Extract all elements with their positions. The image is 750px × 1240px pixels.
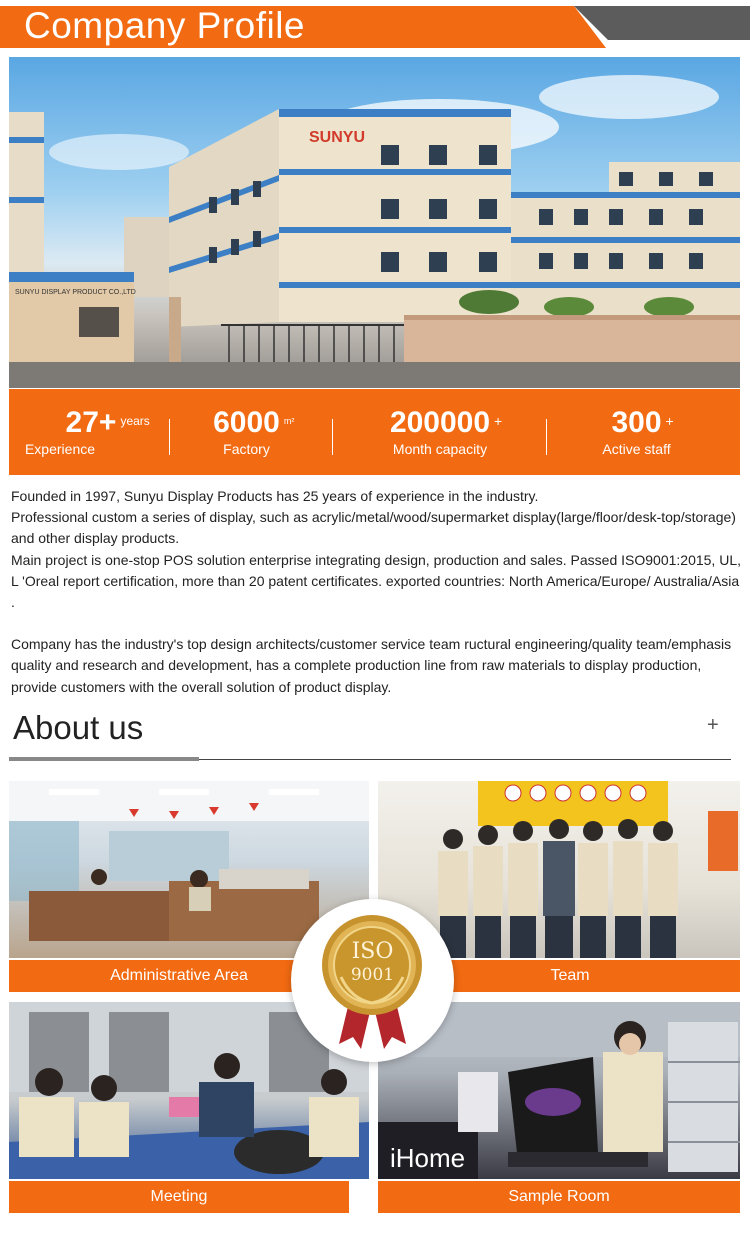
seal-line-2: 9001 (350, 965, 395, 985)
about-underline (9, 757, 199, 761)
stat-value: 27+ years (65, 406, 150, 439)
stat-suffix: + (494, 413, 503, 429)
page-title: Company Profile (24, 5, 306, 46)
caption-team: Team (400, 960, 740, 992)
caption-sample-room: Sample Room (378, 1181, 740, 1213)
header-banner (0, 0, 750, 50)
about-us-title: About us (13, 709, 144, 746)
stat-experience (21, 389, 161, 475)
gate-sign: SUNYU DISPLAY PRODUCT CO.,LTD (15, 289, 136, 296)
plus-icon[interactable]: + (707, 714, 719, 736)
stat-label: Active staff (602, 441, 671, 457)
stat-value: 200000 + (389, 406, 503, 439)
stat-suffix: years (120, 414, 150, 428)
divider (169, 419, 170, 455)
header-gray-strip (574, 6, 750, 40)
factory-photo (9, 57, 740, 388)
caption-meeting: Meeting (9, 1181, 349, 1213)
paragraph: Professional custom a series of display, such as acrylic/metal/wood/supermarket display(large/floor/desk-top/storage) and other display products. (11, 509, 736, 547)
paragraph: Main project is one-stop POS solution enterprise integrating design, production and sales. Passed ISO9001:2015, UL, L 'Oreal report certification, more than 20 patent certificates. exported countries: North America/Europe/ Australia/Asia . (11, 551, 741, 611)
stat-value: 6000 m² (213, 406, 295, 439)
stat-month-capacity (349, 389, 531, 475)
stat-value: 300 + (611, 406, 674, 439)
stat-factory (179, 389, 314, 475)
stat-suffix: + (665, 413, 674, 429)
stat-suffix: m² (283, 416, 295, 426)
ihome-sign: iHome (390, 1143, 466, 1173)
about-divider (199, 759, 731, 760)
seal-line-1: ISO (351, 939, 394, 964)
company-description (11, 486, 741, 698)
stat-label: Experience (24, 441, 96, 457)
stat-label: Month capacity (392, 441, 488, 457)
stats-bar (9, 389, 740, 475)
factory-illustration (9, 57, 740, 388)
divider (546, 419, 547, 455)
stat-active-staff (564, 389, 709, 475)
iso-9001-seal (291, 899, 454, 1062)
caption-administrative-area: Administrative Area (9, 960, 349, 992)
stat-label: Factory (223, 441, 270, 457)
paragraph: Founded in 1997, Sunyu Display Products has 25 years of experience in the industry. (11, 488, 539, 504)
building-sign: SUNYU (309, 129, 366, 146)
paragraph: Company has the industry's top design architects/customer service team ructural engineering/quality team/emphasis quality and research and development, has a complete production line from raw materials to display production, provide customers with the overall solution of product display. (11, 636, 732, 695)
divider (332, 419, 333, 455)
